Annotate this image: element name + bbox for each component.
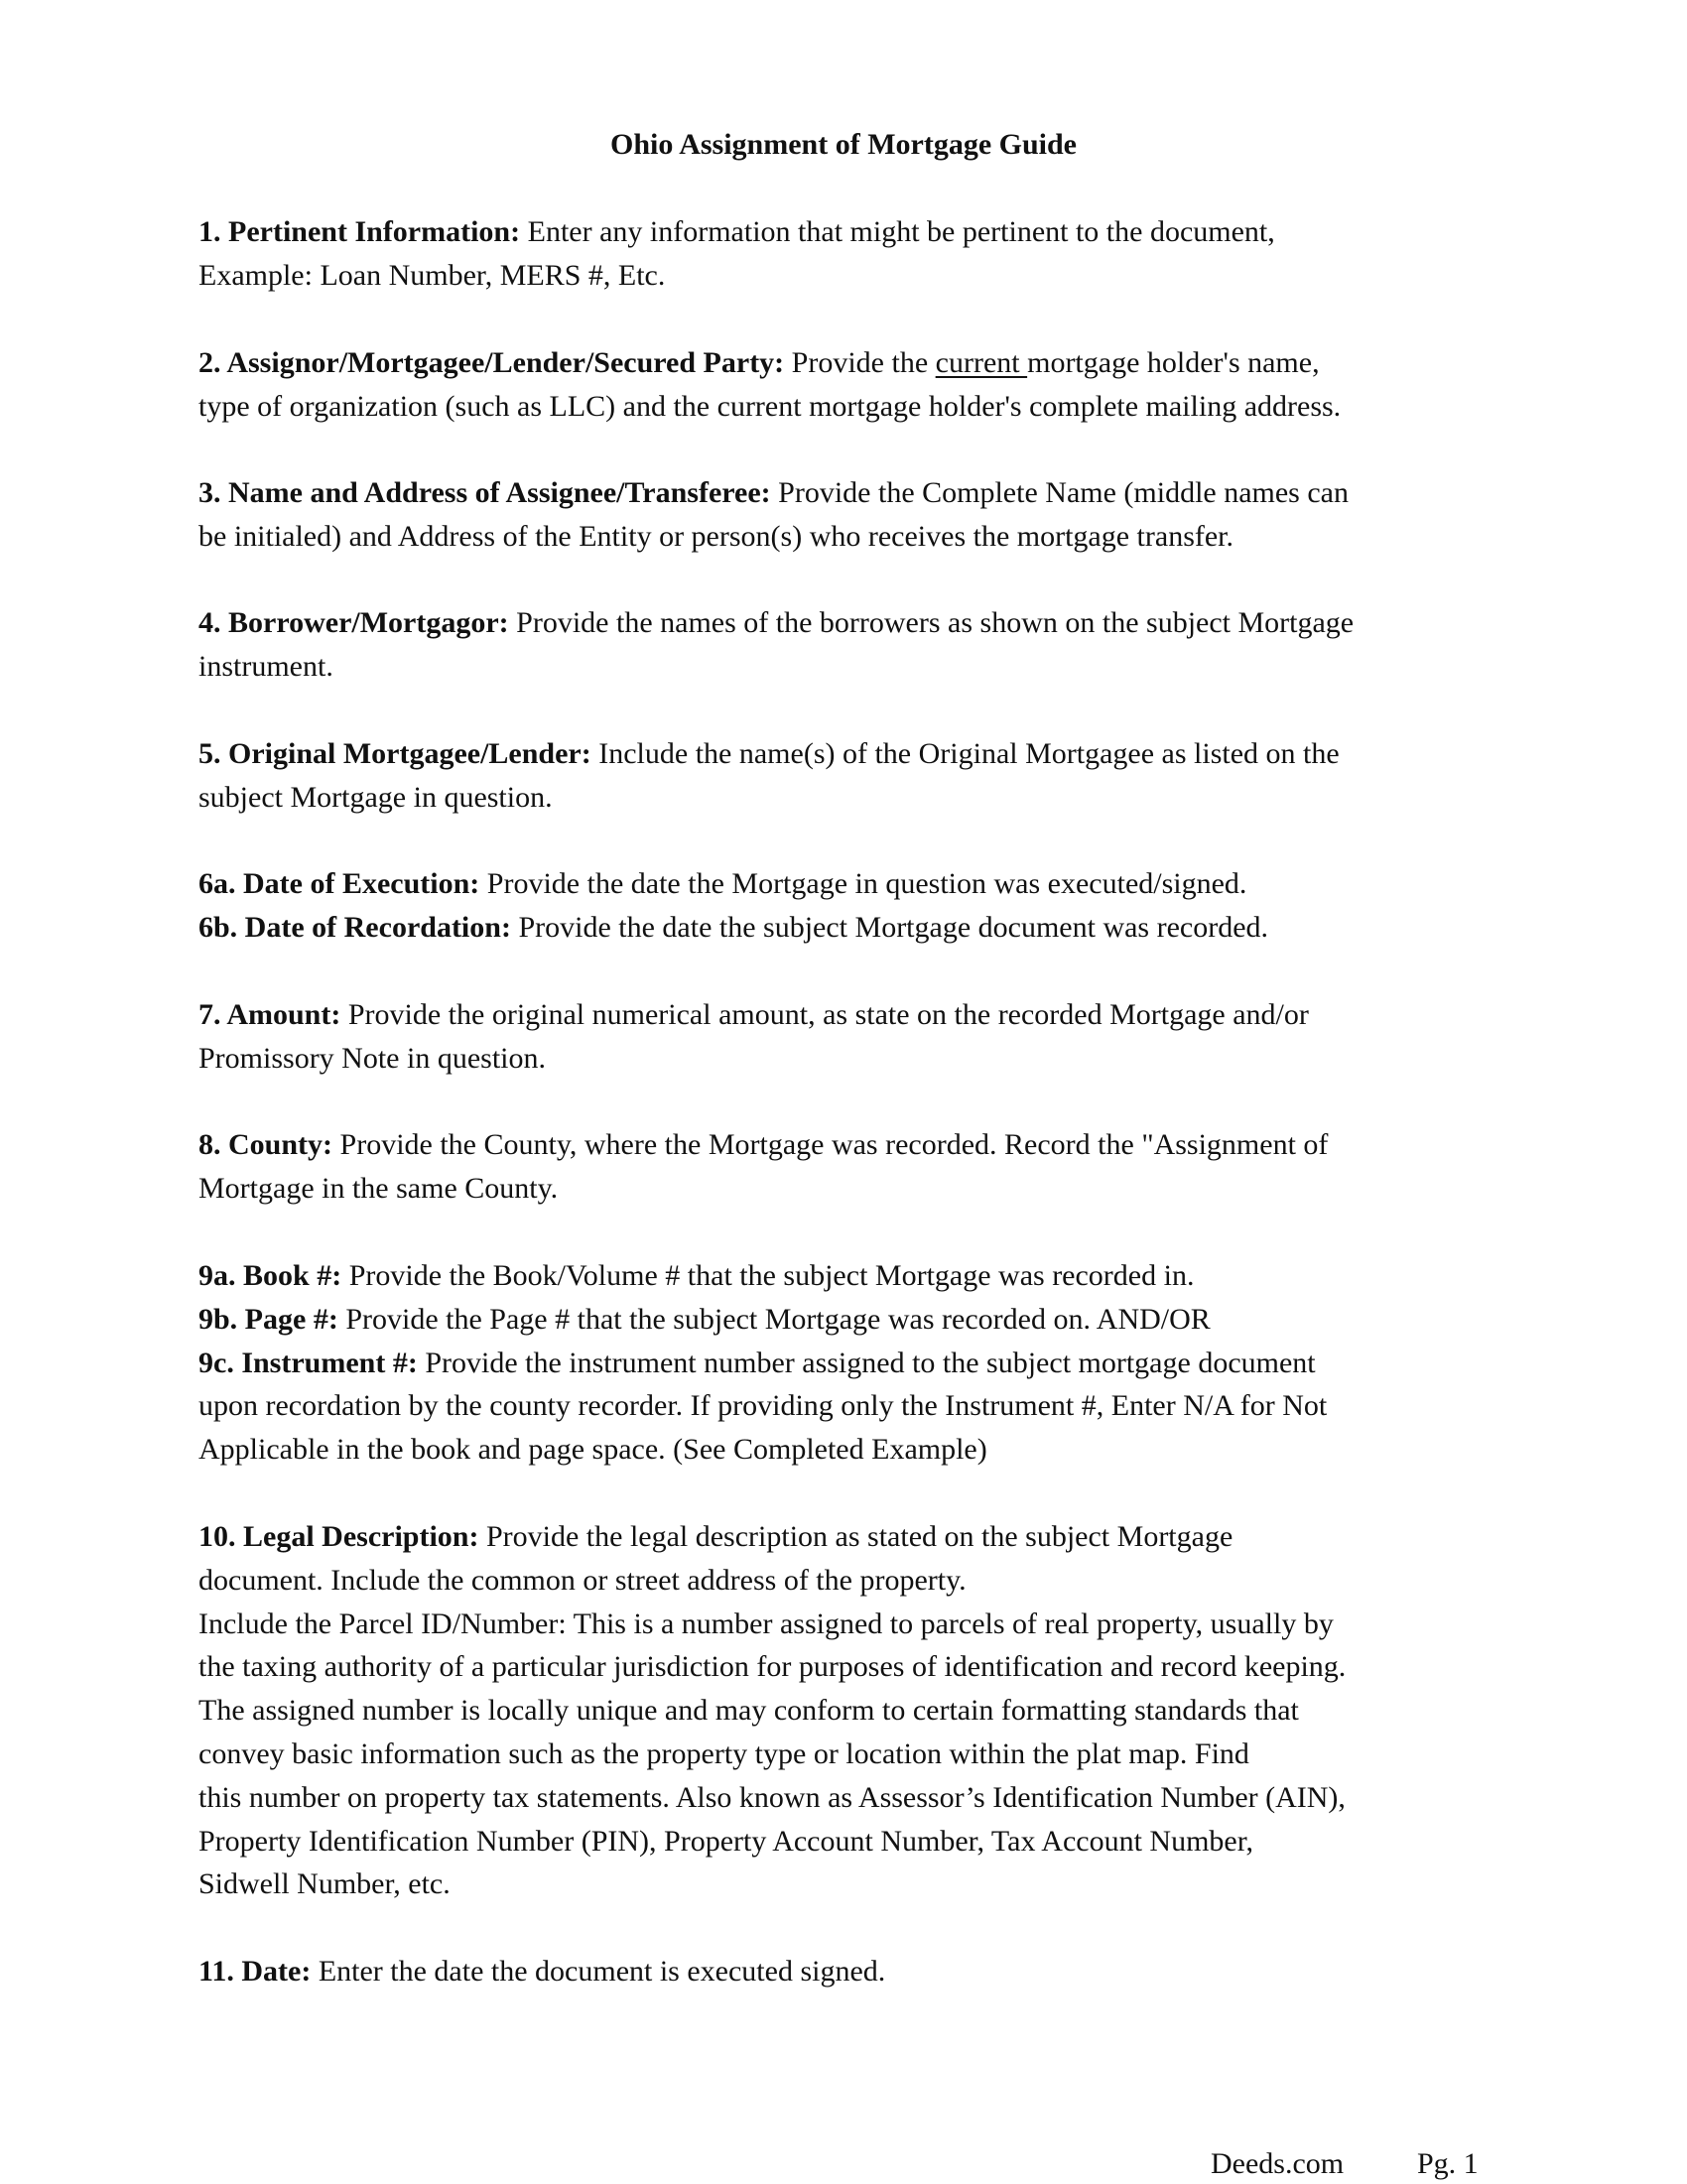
text-line: [198, 471, 1528, 515]
text-line: this number on property tax statements. Also known as Assessor’s Identification Number (AIN),: [198, 1780, 1346, 1814]
field-description: Provide the Book/Volume # that the subject Mortgage was recorded in.: [341, 1259, 1195, 1292]
text-line: [198, 1298, 1528, 1342]
text-line: [198, 1515, 1528, 1559]
section-assignor: [198, 341, 1528, 429]
field-description: Provide the date the subject Mortgage document was recorded.: [510, 910, 1269, 944]
field-description: Provide the names of the borrowers as shown on the subject Mortgage: [508, 606, 1355, 639]
field-label: 6a. Date of Execution:: [198, 867, 480, 900]
section-amount: [198, 993, 1528, 1081]
field-description: Provide the: [784, 346, 936, 379]
section-dates: [198, 862, 1528, 950]
text-line: Applicable in the book and page space. (See Completed Example): [198, 1433, 987, 1467]
field-description: Provide the instrument number assigned to the subject mortgage document: [417, 1346, 1316, 1379]
field-description: Enter any information that might be pertinent to the document,: [520, 215, 1275, 248]
field-label: 6b. Date of Recordation:: [198, 910, 511, 944]
section-county: [198, 1123, 1528, 1211]
field-description: Provide the date the Mortgage in question was executed/signed.: [479, 867, 1247, 900]
text-line: Sidwell Number, etc.: [198, 1867, 451, 1901]
footer-site-name: Deeds.com: [1211, 2147, 1345, 2180]
text-line: [198, 210, 1528, 254]
field-label: 9a. Book #:: [198, 1259, 342, 1292]
field-label: 1. Pertinent Information:: [198, 215, 521, 248]
text-line: be initialed) and Address of the Entity or person(s) who receives the mortgage transfer.: [198, 519, 1234, 553]
section-assignee: [198, 471, 1528, 559]
text-line: subject Mortgage in question.: [198, 780, 553, 814]
text-line: document. Include the common or street address of the property.: [198, 1563, 967, 1597]
field-label: 11. Date:: [198, 1955, 312, 1988]
text-line: [198, 341, 1528, 385]
field-description: Provide the County, where the Mortgage was recorded. Record the "Assignment of: [332, 1128, 1329, 1161]
text-line: [198, 1342, 1528, 1385]
text-line: Property Identification Number (PIN), Property Account Number, Tax Account Number,: [198, 1824, 1254, 1858]
text-line: [198, 732, 1528, 776]
text-line: Mortgage in the same County.: [198, 1171, 559, 1205]
text-line: upon recordation by the county recorder. If providing only the Instrument #, Enter N/A for Not: [198, 1389, 1328, 1423]
field-label: 8. County:: [198, 1128, 333, 1161]
text-line: Example: Loan Number, MERS #, Etc.: [198, 258, 666, 292]
section-date: [198, 1950, 1528, 1993]
field-description: Include the name(s) of the Original Mortgagee as listed on the: [590, 737, 1340, 770]
field-label: 3. Name and Address of Assignee/Transferee:: [198, 476, 771, 509]
field-label: 9b. Page #:: [198, 1302, 338, 1336]
footer-page-number: Pg. 1: [1417, 2147, 1479, 2180]
text-line: instrument.: [198, 649, 333, 683]
field-description: Enter the date the document is executed signed.: [311, 1955, 886, 1988]
field-label: 4. Borrower/Mortgagor:: [198, 606, 509, 639]
field-description: Provide the original numerical amount, as state on the recorded Mortgage and/or: [340, 998, 1309, 1031]
section-legal-description: [198, 1515, 1528, 1906]
field-description: Provide the legal description as stated on the subject Mortgage: [478, 1520, 1233, 1553]
field-label: 10. Legal Description:: [198, 1520, 479, 1553]
field-description: Provide the Page # that the subject Mortgage was recorded on. AND/OR: [337, 1302, 1211, 1336]
field-label: 5. Original Mortgagee/Lender:: [198, 737, 591, 770]
text-line: [198, 1950, 1528, 1993]
text-line: Promissory Note in question.: [198, 1041, 546, 1075]
text-line: Include the Parcel ID/Number: This is a number assigned to parcels of real property, usually by: [198, 1606, 1334, 1640]
text-line: the taxing authority of a particular jurisdiction for purposes of identification and record keeping.: [198, 1650, 1347, 1684]
section-borrower: [198, 601, 1528, 689]
document-title: Ohio Assignment of Mortgage Guide: [610, 128, 1077, 161]
section-pertinent-information: [198, 210, 1528, 298]
text-line: convey basic information such as the property type or location within the plat map. Find: [198, 1736, 1249, 1770]
text-line: [198, 601, 1528, 645]
field-label: 7. Amount:: [198, 998, 341, 1031]
underlined-word: current: [935, 346, 1028, 379]
field-label: 9c. Instrument #:: [198, 1346, 418, 1379]
text-line: [198, 862, 1528, 906]
text-line: [198, 906, 1528, 950]
field-label: 2. Assignor/Mortgagee/Lender/Secured Party:: [198, 346, 785, 379]
section-original-mortgagee: [198, 732, 1528, 820]
text-line: The assigned number is locally unique and may conform to certain formatting standards that: [198, 1694, 1299, 1728]
text-line: [198, 993, 1528, 1037]
field-description-continued: mortgage holder's name,: [1027, 346, 1320, 379]
text-line: type of organization (such as LLC) and the current mortgage holder's complete mailing address.: [198, 389, 1342, 423]
text-line: [198, 1123, 1528, 1167]
text-line: [198, 1254, 1528, 1298]
field-description: Provide the Complete Name (middle names can: [770, 476, 1349, 509]
section-book-page-instrument: [198, 1254, 1528, 1472]
